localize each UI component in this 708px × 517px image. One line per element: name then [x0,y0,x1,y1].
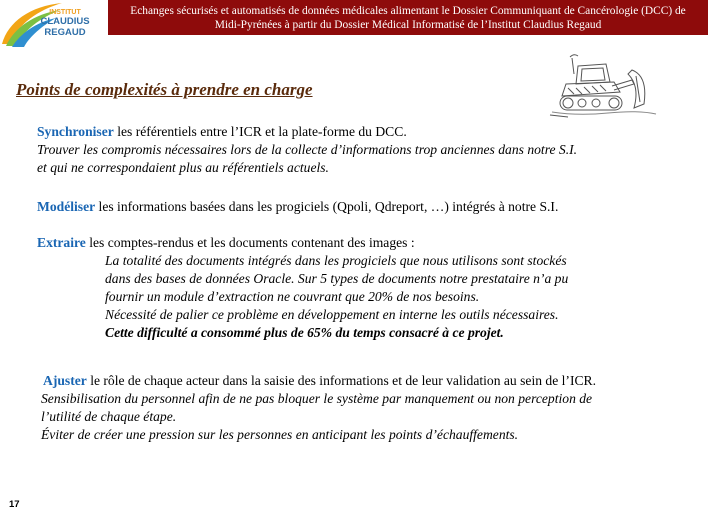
keyword-synchroniser: Synchroniser [37,124,114,139]
keyword-extraire: Extraire [37,235,86,250]
synchroniser-line [37,123,577,141]
ajuster-line [43,372,596,390]
bulldozer-icon [548,52,658,118]
synchroniser-text: les référentiels entre l’ICR et la plate-forme du DCC. [113,124,407,139]
section-extraire [37,234,568,342]
section-modeliser [37,198,558,216]
extraire-emphasis: Cette difficulté a consommé plus de 65% du temps consacré à ce projet. [105,325,504,340]
page-number: 17 [9,499,20,510]
modeliser-text: les informations basées dans les progiciels (Qpoli, Qdreport, …) intégrés à notre S.I. [95,199,559,214]
logo-text-regaud: REGAUD [44,27,86,38]
keyword-modeliser: Modéliser [37,199,96,214]
logo-text-institut: INSTITUT [49,9,81,16]
section-ajuster [43,372,596,444]
extraire-detail-1: La totalité des documents intégrés dans les progiciels que nous utilisons sont stockés [105,253,567,268]
ajuster-detail-3: Éviter de créer une pression sur les personnes en anticipant les points d’échauffements. [41,427,519,442]
header-line-1: Echanges sécurisés et automatisés de données médicales alimentant le Dossier Communiquant de Cancérologie (DCC) de [130,4,686,17]
extraire-text: les comptes-rendus et les documents contenant des images : [85,235,415,250]
extraire-detail-2: dans des bases de données Oracle. Sur 5 types de documents notre prestataire n’a pu [105,271,569,286]
extraire-detail-4: Nécessité de palier ce problème en développement en interne les outils nécessaires. [105,307,559,322]
header-line-2: Midi-Pyrénées à partir du Dossier Médical Informatisé de l’Institut Claudius Regaud [214,18,602,31]
ajuster-detail-1: Sensibilisation du personnel afin de ne pas bloquer le système par manquement ou non perception de [41,391,593,406]
modeliser-line [37,198,558,216]
logo-text-claudius: CLAUDIUS [40,16,90,27]
ajuster-detail-2: l’utilité de chaque étape. [41,409,177,424]
keyword-ajuster: Ajuster [43,373,87,388]
ajuster-text: le rôle de chaque acteur dans la saisie des informations et de leur validation au sein de l’ICR. [86,373,597,388]
page-title: Points de complexités à prendre en charge [16,80,313,99]
section-synchroniser [37,123,577,177]
header-banner [108,0,708,35]
extraire-line [37,234,568,252]
synchroniser-line-3: et qui ne correspondaient plus au référentiels actuels. [37,160,329,175]
bulldozer-illustration [548,52,658,123]
synchroniser-line-2: Trouver les compromis nécessaires lors de la collecte d’informations trop anciennes dans notre S.I. [37,142,578,157]
institute-logo [0,0,100,48]
extraire-detail-3: fournir un module d’extraction ne couvrant que 20% de nos besoins. [105,289,480,304]
